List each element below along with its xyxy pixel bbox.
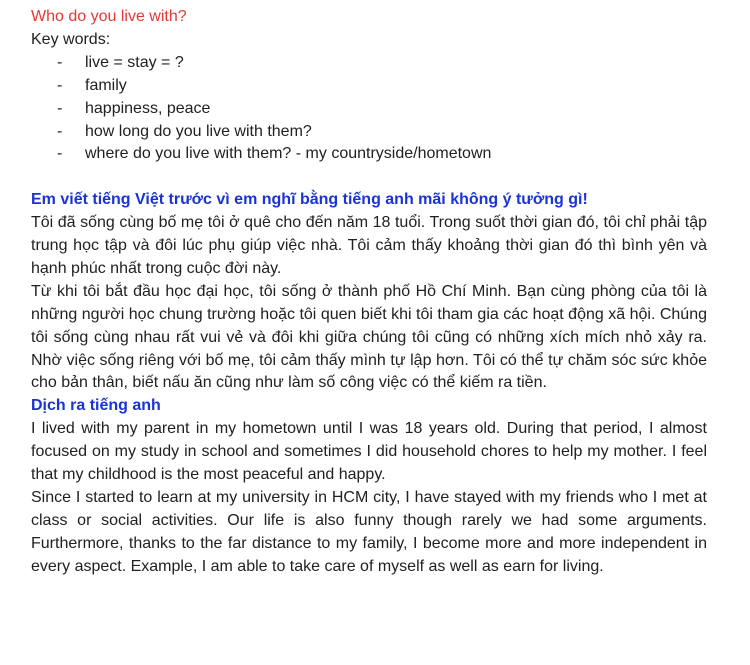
vietnamese-paragraph: Từ khi tôi bắt đầu học đại học, tôi sống ở thành phố Hồ Chí Minh. Bạn cùng phòng của tôi là những người học chung trường hoặc tôi quen biết khi tôi tham gia các hoạt động xã hội. Chúng tôi sống cùng nhau rất vui vẻ và đôi khi giữa chúng tôi cũng có những xích mích nhỏ xảy ra. Nhờ việc sống riêng với bố mẹ, tôi cảm thấy mình tự lập hơn. Tôi có thể tự chăm sóc sức khỏe cho bản thân, biết nấu ăn cũng như làm số công việc có thể kiếm ra tiền.: [31, 282, 707, 392]
keyword-item: [31, 121, 707, 144]
vietnamese-heading: Em viết tiếng Việt trước vì em nghĩ bằng tiếng anh mãi không ý tưởng gì!: [31, 191, 588, 209]
english-heading: Dịch ra tiếng anh: [31, 397, 161, 415]
keyword-text: happiness, peace: [85, 99, 211, 117]
bullet-dash: -: [57, 53, 63, 71]
keyword-item: [31, 52, 707, 75]
english-paragraph: I lived with my parent in my hometown until I was 18 years old. During that period, I almost focused on my study in school and sometimes I did household chores to help my mother. I feel that my childhood is the most peaceful and happy.: [31, 420, 707, 484]
keyword-item: [31, 143, 707, 166]
keyword-text: where do you live with them? - my countryside/hometown: [85, 145, 492, 163]
keyword-item: [31, 75, 707, 98]
keyword-text: live = stay = ?: [85, 53, 184, 71]
bullet-dash: -: [57, 76, 63, 94]
keyword-text: family: [85, 76, 127, 94]
blank-line: [31, 166, 707, 189]
vietnamese-paragraph: Tôi đã sống cùng bố mẹ tôi ở quê cho đến năm 18 tuổi. Trong suốt thời gian đó, tôi chỉ phải tập trung học tập và đôi lúc phụ giúp việc nhà. Tôi cảm thấy khoảng thời gian đó thì bình yên và hạnh phúc nhất trong cuộc đời này.: [31, 214, 707, 277]
keyword-text: how long do you live with them?: [85, 122, 312, 140]
english-paragraph: Since I started to learn at my university in HCM city, I have stayed with my friends who I met at class or social activities. Our life is also funny though rarely we had some arguments. Furthermore, thanks to the far distance to my family, I become more and more independent in every aspect. Example, I am able to take care of myself as well as earn for living.: [31, 489, 707, 575]
keywords-label: Key words:: [31, 30, 111, 48]
bullet-dash: -: [57, 145, 63, 163]
question-title: Who do you live with?: [31, 8, 187, 25]
bullet-dash: -: [57, 122, 63, 140]
keyword-item: [31, 98, 707, 121]
keyword-list: [31, 52, 707, 167]
bullet-dash: -: [57, 99, 63, 117]
